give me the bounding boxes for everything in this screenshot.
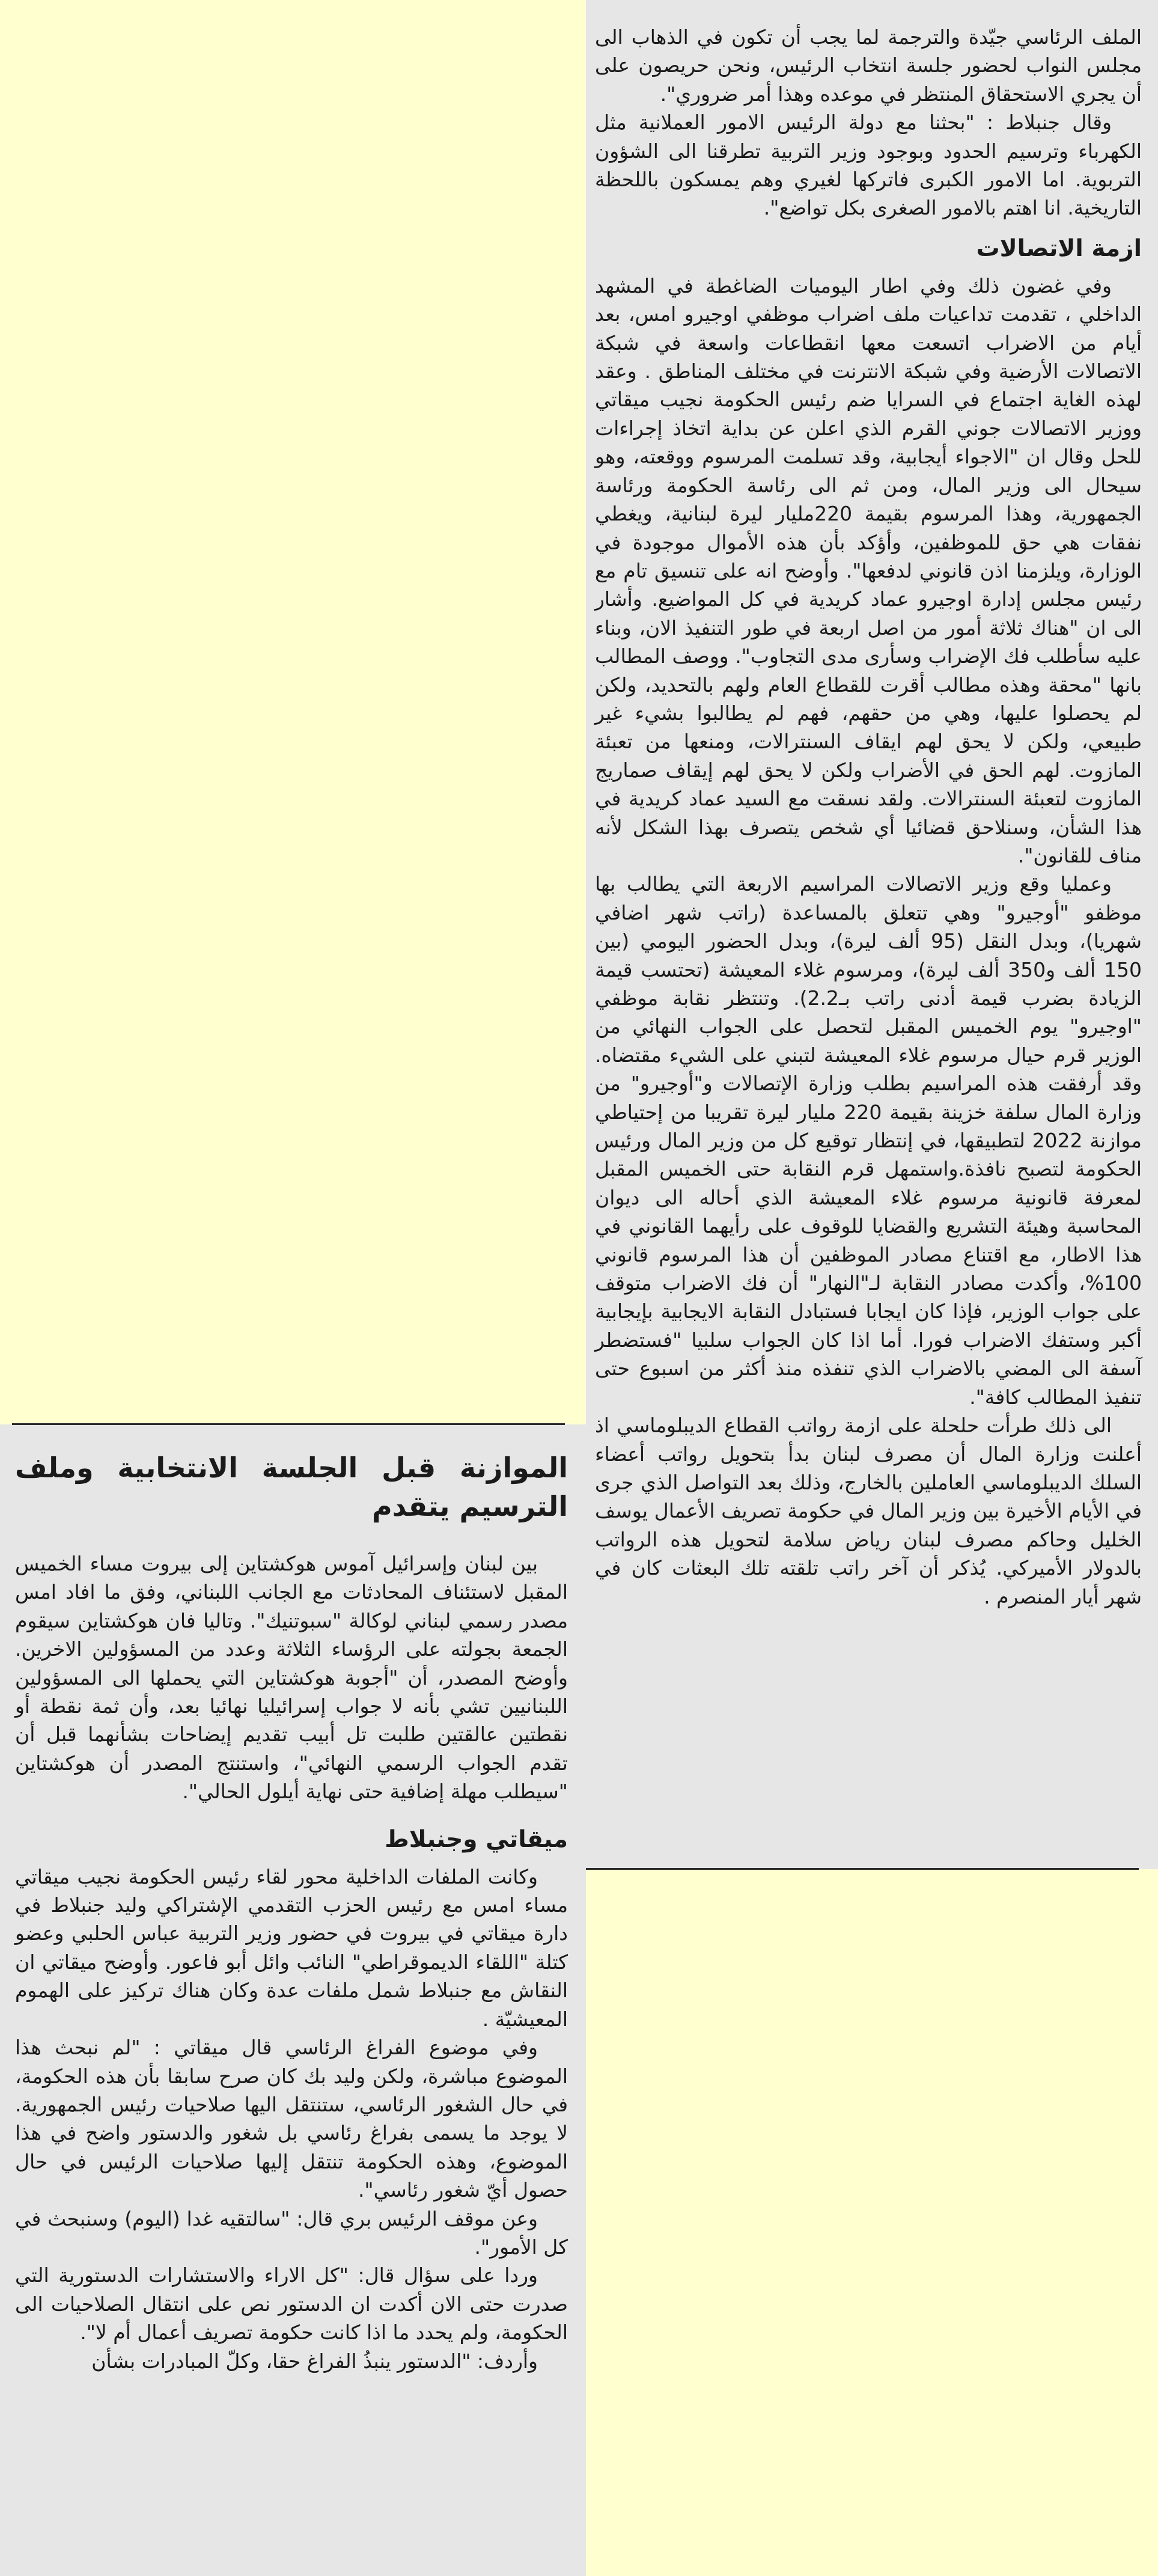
- left-article: [15, 1448, 568, 2566]
- section-subhead-meeting: ميقاتي وجنبلاط: [385, 1825, 568, 1853]
- bottom-right-blank-panel: [586, 1869, 1158, 2576]
- article-headline: الموازنة قبل الجلسة الانتخابية وملف الترسيم يتقدم: [15, 1451, 568, 1522]
- top-left-blank-panel: [0, 0, 586, 1424]
- section-subhead-telecom: ازمة الاتصالات: [976, 234, 1142, 262]
- paragraph: الى ذلك طرأت حلحلة على ازمة رواتب القطاع الديبلوماسي اذ أعلنت وزارة المال أن مصرف لبنان بدأ بتحويل رواتب أعضاء السلك الديبلوماسي العاملين بالخارج، وذلك بعد التواصل الذي جرى في الأيام الأخيرة بين وزير المال في حكومة تصريف الأعمال يوسف الخليل وحاكم مصرف لبنان رياض سلامة لتحويل هذه الرواتب بالدولار الأميركي. يُذكر أن آخر راتب تلقته تلك البعثات كان في شهر أيار المنصرم .: [595, 1414, 1142, 1608]
- paragraph: وفي موضوع الفراغ الرئاسي قال ميقاتي : "لم نبحث هذا الموضوع مباشرة، ولكن وليد بك كان صرح سابقا بأن هذه الحكومة، في حال الشغور الرئاسي، ستنتقل اليها صلاحيات رئيس الجمهورية. لا يوجد ما يسمى بفراغ رئاسي بل شغور والدستور واضح في هذا الموضوع، وهذه الحكومة تنتقل إليها صلاحيات الرئيس في حال حصول أيّ شغور رئاسي".: [15, 2036, 568, 2202]
- paragraph: وفي غضون ذلك وفي اطار اليوميات الضاغطة في المشهد الداخلي ، تقدمت تداعيات ملف اضراب موظفي اوجيرو امس، بعد أيام من الاضراب اتسعت معها انقطاعات واسعة في شبكة الاتصالات الأرضية وفي شبكة الانترنت في مختلف المناطق . وعقد لهذه الغاية اجتماع في السرايا ضم رئيس الحكومة نجيب ميقاتي ووزير الاتصالات جوني القرم الذي اعلن عن بداية اتخاذ إجراءات للحل وقال ان "الاجواء أيجابية، وقد تسلمت المرسوم ووقعته، وهو سيحال الى وزير المال، ومن ثم الى رئاسة الحكومة ورئاسة الجمهورية، وهذا المرسوم بقيمة 220مليار ليرة لبنانية، ويغطي نفقات هي حق للموظفين، وأؤكد بأن هذه الأموال موجودة في الوزارة، ويلزمنا اذن قانوني لدفعها". وأوضح انه على تنسيق تام مع رئيس مجلس إدارة اوجيرو عماد كريدية في كل المواضيع. وأشار الى ان "هناك ثلاثة أمور من اصل اربعة في طور التنفيذ الان، وبناء عليه سأطلب فك الإضراب وسأرى مدى التجاوب". ووصف المطالب بانها "محقة وهذه مطالب أقرت للقطاع العام ولهم بالتحديد، ولكن لم يحصلوا عليها، وهي من حقهم، فهم لم يطالبوا بشيء غير طبيعي، ولكن لا يحق لهم ايقاف السنترالات، ومنعها من تعبئة المازوت. لهم الحق في الأضراب ولكن لا يحق لهم إيقاف صماريج المازوت لتعبئة السنترالات. ولقد نسقت مع السيد عماد كريدية في هذا الشأن، وسنلاحق قضائيا أي شخص يتصرف بهذا الشكل لأنه مناف للقانون".: [595, 273, 1142, 867]
- paragraph: وكانت الملفات الداخلية محور لقاء رئيس الحكومة نجيب ميقاتي مساء امس مع رئيس الحزب التقدمي الإشتراكي وليد جنبلاط في دارة ميقاتي في بيروت في حضور وزير التربية عباس الحلبي وعضو كتلة "اللقاء الديموقراطي" النائب وائل أبو فاعور. وأوضح ميقاتي ان النقاش مع جنبلاط شمل ملفات عدة وكان هناك تركيز على الهموم المعيشيّة .: [15, 1864, 568, 2031]
- right-article: [595, 23, 1142, 1862]
- paragraph: وعمليا وقع وزير الاتصالات المراسيم الاربعة التي يطالب بها موظفو "أوجيرو" وهي تتعلق بالمساعدة (راتب شهر اضافي شهريا)، وبدل النقل (95 ألف ليرة)، وبدل الحضور اليومي (بين 150 ألف و350 ألف ليرة)، ومرسوم غلاء المعيشة (تحتسب قيمة الزيادة بضرب قيمة أدنى راتب بـ2.2). وتنتظر نقابة موظفي "اوجيرو" يوم الخميس المقبل لتحصل على الجواب النهائي من الوزير قرم حيال مرسوم غلاء المعيشة لتبني على الشيء مقتضاه. وقد أرفقت هذه المراسيم بطلب وزارة الإتصالات و"أوجيرو" من وزارة المال سلفة خزينة بقيمة 220 مليار ليرة تقريبا من إحتياطي موازنة 2022 لتطبيقها، في إنتظار توقيع كل من وزير المال ورئيس الحكومة لتصبح نافذة.واستمهل قرم النقابة حتى الخميس المقبل لمعرفة قانونية مرسوم غلاء المعيشة الذي أحاله الى ديوان المحاسبة وهيئة التشريع والقضايا للوقوف على رأيهما القانوني في هذا الاطار، مع اقتناع مصادر الموظفين أن هذا المرسوم قانوني 100%، وأكدت مصادر النقابة لـ"النهار" أن فك الاضراب متوقف على جواب الوزير، فإذا كان ايجابا فستبادل النقابة الايجابية بإيجابية أكبر وستفك الاضراب فورا. أما اذا كان الجواب سلبيا "فستضطر آسفة الى المضي بالاضراب الذي تنفذه منذ أكثر من اسبوع حتى تنفيذ المطالب كافة".: [595, 872, 1142, 1409]
- paragraph: بين لبنان وإسرائيل آموس هوكشتاين إلى بيروت مساء الخميس المقبل لاستئناف المحادثات مع الجانب اللبناني، وفق ما افاد امس مصدر رسمي لبناني لوكالة "سبوتنيك". وتاليا فان هوكشتاين سيقوم الجمعة بجولته على الرؤساء الثلاثة وعدد من المسؤولين الاخرين. وأوضح المصدر، أن "أجوبة هوكشتاين التي يحملها الى المسؤولين اللبنانيين تشي بأنه لا جواب إسرائيليا نهائيا بعد، وأن ثمة نقطة أو نقطتين عالقتين طلبت تل أبيب تقديم إيضاحات بشأنهما قبل أن تقدم الجواب الرسمي النهائي"، واستنتج المصدر أن هوكشتاين "سيطلب مهلة إضافية حتى نهاية أيلول الحالي".: [15, 1552, 568, 1804]
- paragraph: الملف الرئاسي جيّدة والترجمة لما يجب أن تكون في الذهاب الى مجلس النواب لحضور جلسة انتخاب الرئيس، ونحن حريصون على أن يجري الاستحقاق المنتظر في موعده وهذا أمر ضروري".: [595, 25, 1142, 106]
- left-article-top-rule: [12, 1423, 565, 1425]
- paragraph: وقال جنبلاط : "بحثنا مع دولة الرئيس الامور العملانية مثل الكهرباء وترسيم الحدود وبوجود وزير التربية تطرقنا الى الشؤون التربوية. اما الامور الكبرى فاتركها لغيري وهم يمسكون باللحظة التاريخية. انا اهتم بالامور الصغرى بكل تواضع".: [595, 111, 1142, 220]
- paragraph: وعن موقف الرئيس بري قال: "سالتقيه غدا (اليوم) وسنبحث في كل الأمور".: [15, 2206, 568, 2259]
- paragraph: وردا على سؤال قال: "كل الاراء والاستشارات الدستورية التي صدرت حتى الان أكدت ان الدستور نص على انتقال الصلاحيات الى الحكومة، ولم يحدد ما اذا كانت حكومة تصريف أعمال أم لا".: [15, 2263, 568, 2345]
- paragraph: وأردف: "الدستور ينبذُ الفراغ حقا، وكلّ المبادرات بشأن: [91, 2349, 538, 2373]
- column-divider-rule: [586, 1868, 1139, 1870]
